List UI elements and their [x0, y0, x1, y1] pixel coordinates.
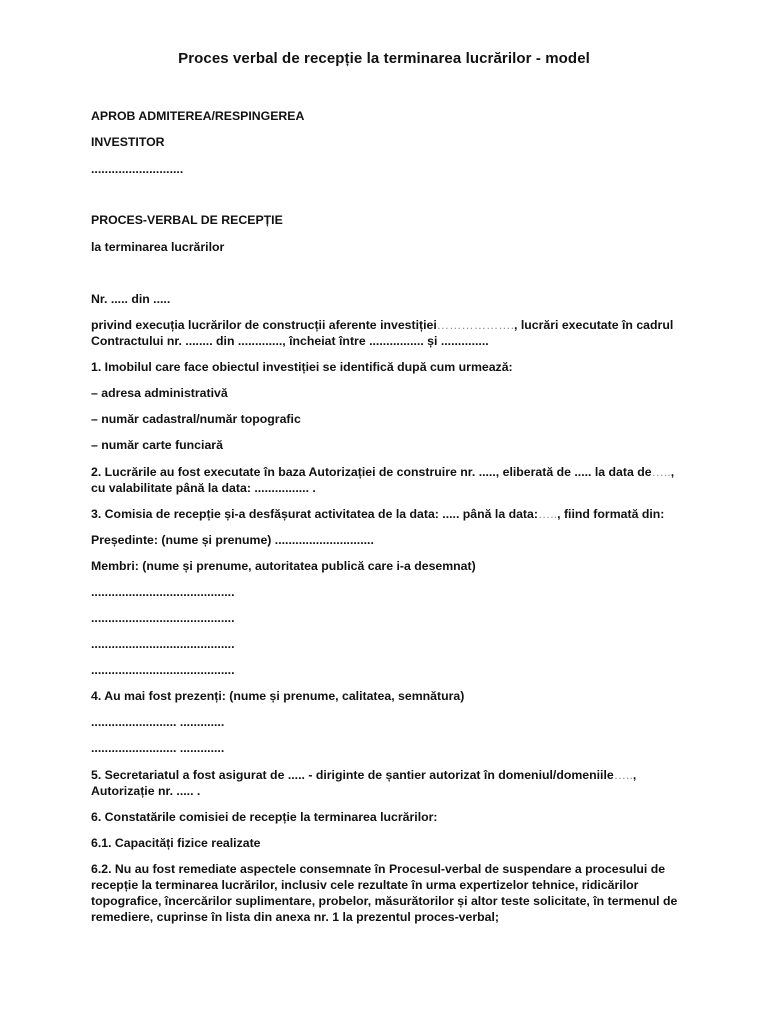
number-line: Nr. ..... din ..... [91, 292, 171, 306]
investor-dots: ........................... [91, 162, 184, 176]
section5-text-1: 5. Secretariatul a fost asigurat de ..... - diriginte de șantier autorizat în domeniul/domeniile [91, 768, 614, 782]
section6-heading: 6. Constatările comisiei de recepție la terminarea lucrărilor: [91, 810, 438, 824]
member-line: .......................................... [91, 611, 235, 625]
section2-line-1 [91, 464, 691, 480]
section1-heading: 1. Imobilul care face obiectul investiției se identifică după cum urmează: [91, 360, 513, 374]
verbal-heading: PROCES-VERBAL DE RECEPȚIE [91, 213, 283, 227]
section3-president: Președinte: (nume și prenume) ............................. [91, 533, 374, 547]
section6-item-1: 6.1. Capacități fizice realizate [91, 836, 261, 850]
section4-heading: 4. Au mai fost prezenți: (nume și prenume, calitatea, semnătura) [91, 689, 465, 703]
section3-line-1 [91, 506, 691, 522]
section5-line-2: Autorizație nr. ..... . [91, 784, 201, 798]
member-line: .......................................... [91, 637, 235, 651]
section5-text-2: , [632, 768, 637, 782]
member-line: .......................................... [91, 585, 235, 599]
intro-text-1: privind execuția lucrărilor de construcții aferente investiției [91, 318, 437, 332]
verbal-subheading: la terminarea lucrărilor [91, 240, 225, 254]
section2-line-2: cu valabilitate până la data: ................ . [91, 481, 316, 495]
section5-dots: ….. [613, 768, 633, 782]
section5-line-1 [91, 767, 691, 783]
document-title: Proces verbal de recepție la terminarea lucrărilor - model [178, 50, 590, 67]
member-line: .......................................... [91, 663, 235, 677]
section2-text-1: 2. Lucrările au fost executate în baza Autorizației de construire nr. ....., eliberată de ..... la data de [91, 465, 652, 479]
intro-line-2: Contractului nr. ........ din ............., încheiat între ................ și .............. [91, 334, 489, 348]
section6-item-2-line: topografice, încercărilor suplimentare, probelor, măsurătorilor și altor teste solicitate, în termenul de [91, 894, 678, 908]
present-line: ......................... ............. [91, 741, 225, 755]
section3-members: Membri: (nume și prenume, autoritatea publică care i-a desemnat) [91, 559, 476, 573]
section2-text-2: , [670, 465, 675, 479]
section3-text-1: 3. Comisia de recepție și-a desfășurat activitatea de la data: ..... până la data: [91, 507, 538, 521]
section2-dots: ….. [651, 465, 671, 479]
section1-item-address: – adresa administrativă [91, 386, 228, 400]
section6-item-2-line: 6.2. Nu au fost remediate aspectele consemnate în Procesul-verbal de suspendare a procesului de [91, 862, 666, 876]
approval-line: APROB ADMITEREA/RESPINGEREA [91, 109, 305, 123]
section3-dots: ….. [537, 507, 558, 521]
section6-item-2-line: recepție la terminarea lucrărilor, inclusiv cele rezultate în urma expertizelor tehnice, ridicărilor [91, 878, 639, 892]
intro-text-2: , lucrări executate în cadrul [514, 318, 674, 332]
investor-label: INVESTITOR [91, 135, 165, 149]
section6-item-2-line: remediere, cuprinse în lista din anexa nr. 1 la prezentul proces-verbal; [91, 910, 499, 924]
intro-line-1 [91, 317, 691, 333]
section1-item-land-book: – număr carte funciară [91, 438, 223, 452]
intro-dots: ………………. [436, 318, 514, 332]
section3-text-2: , fiind formată din: [557, 507, 665, 521]
present-line: ......................... ............. [91, 715, 225, 729]
section1-item-cadastral: – număr cadastral/număr topografic [91, 412, 301, 426]
